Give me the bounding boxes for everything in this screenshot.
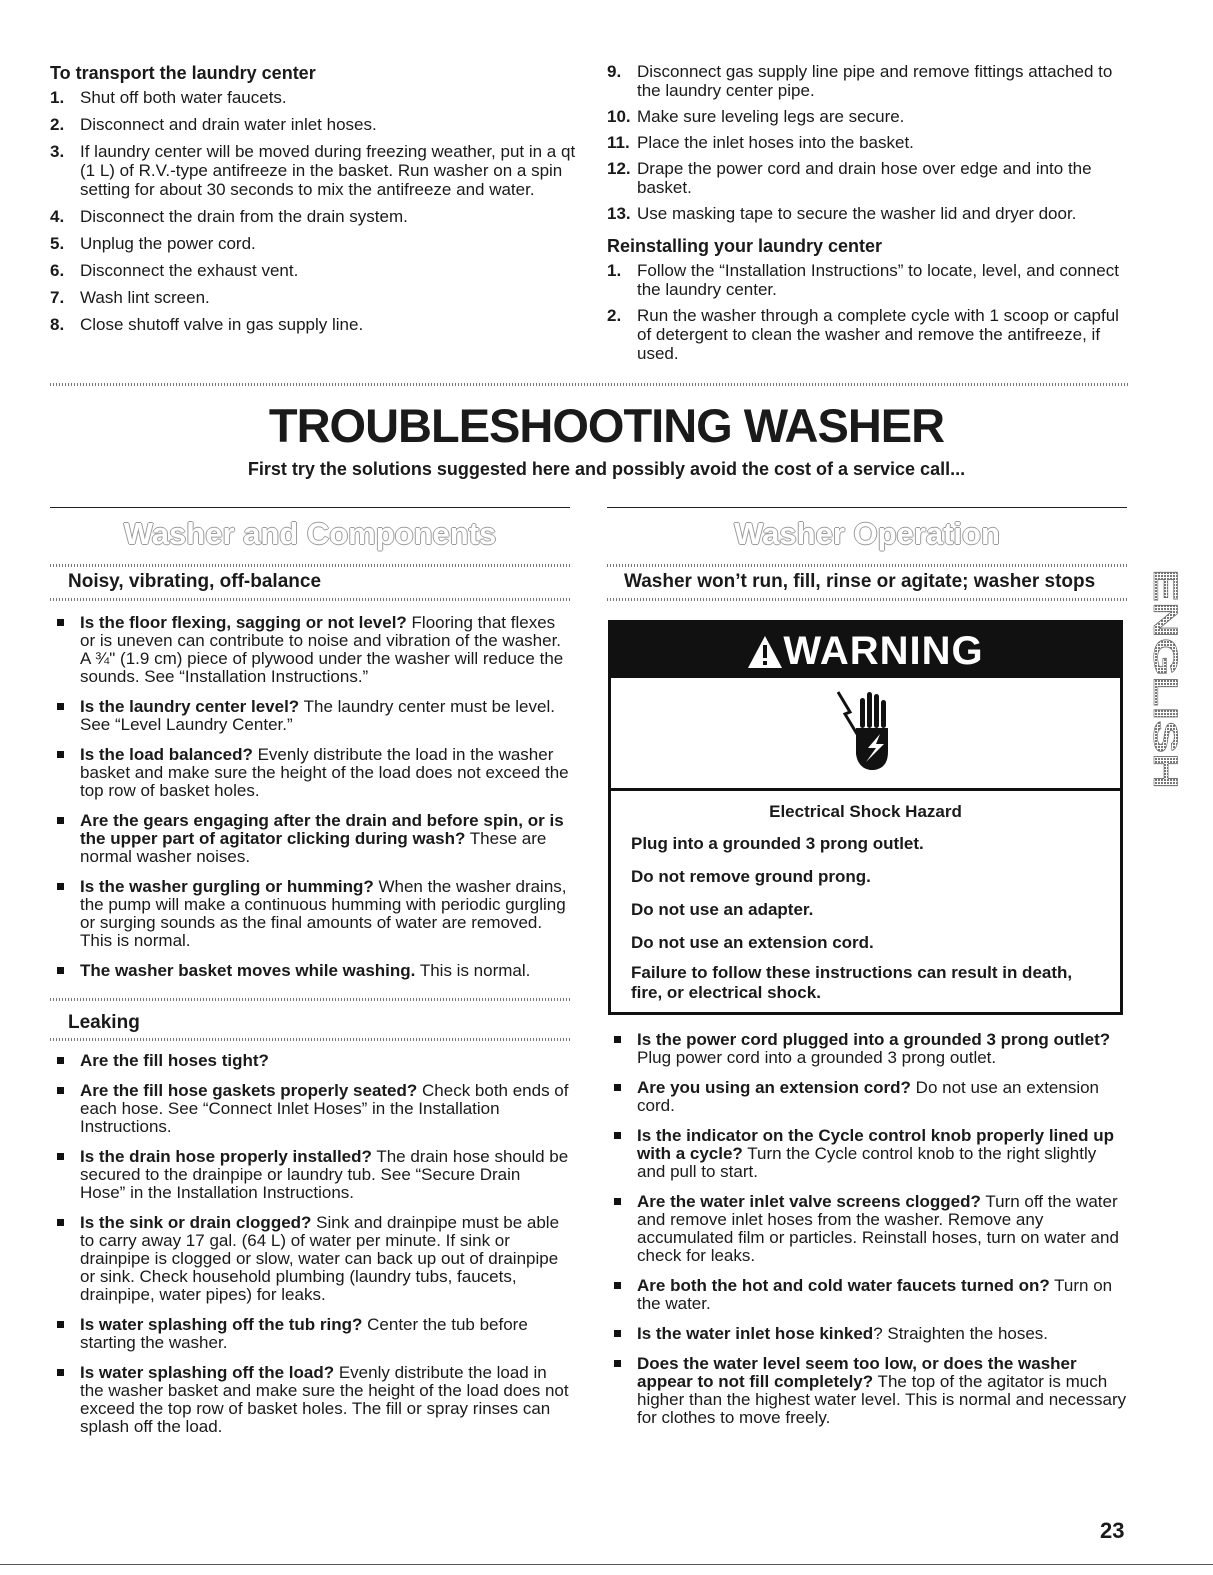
- list-item: [50, 878, 570, 950]
- answer: Check both ends of each hose. See “Connect Inlet Hoses” in the Installation Instructions.: [80, 1081, 569, 1136]
- subheading-divider: [607, 598, 1127, 601]
- page-bottom-rule: [0, 1564, 1213, 1565]
- step-number: 2.: [607, 306, 622, 325]
- transport-steps-list-continued: [607, 62, 1127, 223]
- answer: The drain hose should be secured to the drainpipe or laundry tub. See “Secure Drain Hose” in the Installation Instructions.: [80, 1147, 569, 1202]
- list-item: [607, 306, 1127, 363]
- warning-hazard-title: Electrical Shock Hazard: [769, 802, 962, 821]
- bullet-icon: [614, 1036, 621, 1043]
- subheading-divider: [50, 998, 570, 1001]
- list-item: [50, 234, 580, 253]
- question: Is the drain hose properly installed?: [80, 1147, 372, 1166]
- bullet-icon: [614, 1132, 621, 1139]
- list-item: [50, 88, 580, 107]
- transport-steps-list: [50, 88, 580, 334]
- step-text: Drape the power cord and drain hose over edge and into the basket.: [637, 159, 1092, 197]
- step-text: Shut off both water faucets.: [80, 88, 287, 107]
- answer: Plug power cord into a grounded 3 prong outlet.: [637, 1048, 997, 1067]
- language-side-tab: [1146, 567, 1184, 792]
- question: Is the floor flexing, sagging or not level?: [80, 613, 407, 632]
- noisy-list: [50, 614, 570, 992]
- list-item: [607, 1277, 1127, 1313]
- bullet-icon: [614, 1084, 621, 1091]
- bullet-icon: [614, 1198, 621, 1205]
- bullet-icon: [614, 1360, 621, 1367]
- step-text: Close shutoff valve in gas supply line.: [80, 315, 364, 334]
- heading-divider: [50, 564, 570, 567]
- warning-label: WARNING: [783, 629, 984, 673]
- list-item: [50, 142, 580, 199]
- warning-line: Do not use an extension cord.: [631, 933, 874, 952]
- step-number: 11.: [607, 133, 630, 152]
- answer: When the washer drains, the pump will make a continuous humming with periodic gurgling or surging sounds as the final amounts of water are removed. This is normal.: [80, 877, 567, 950]
- list-item: [607, 1031, 1127, 1067]
- list-item: [607, 133, 1127, 152]
- answer: Flooring that flexes or is uneven can contribute to noise and vibration of the washer. A ¾" (1.9 cm) piece of plywood under the washer will reduce the sounds. See “Installation Instructions.”: [80, 613, 564, 686]
- question: The washer basket moves while washing.: [80, 961, 416, 980]
- step-text: Disconnect and drain water inlet hoses.: [80, 115, 377, 134]
- page-subtitle: First try the solutions suggested here and possibly avoid the cost of a service call...: [247, 459, 966, 479]
- question: Is the sink or drain clogged?: [80, 1213, 312, 1232]
- answer: This is normal.: [415, 961, 531, 980]
- question: Does the water level seem too low, or does the washer appear to not fill completely?: [637, 1354, 1077, 1391]
- list-item: [607, 1325, 1127, 1343]
- step-text: Use masking tape to secure the washer lid and dryer door.: [637, 204, 1077, 223]
- answer: Do not use an extension cord.: [637, 1078, 1100, 1115]
- list-item: [50, 1082, 570, 1136]
- warning-line: Do not use an adapter.: [631, 900, 814, 919]
- list-item: [50, 614, 570, 686]
- question: Is the laundry center level?: [80, 697, 300, 716]
- bullet-icon: [57, 1153, 64, 1160]
- bullet-icon: [57, 619, 64, 626]
- list-item: [607, 159, 1127, 197]
- question: Is the load balanced?: [80, 745, 253, 764]
- answer: These are normal washer noises.: [80, 829, 547, 866]
- step-number: 9.: [607, 62, 622, 81]
- wont-run-heading: Washer won’t run, fill, rinse or agitate; washer stops: [624, 571, 1096, 592]
- question: Is the water inlet hose kinked: [637, 1324, 874, 1343]
- answer: The top of the agitator is much higher than the highest water level. This is normal and necessary for clothes to move freely.: [637, 1372, 1127, 1427]
- washer-operation-heading: Washer Operation: [734, 516, 1000, 551]
- list-item: [50, 1148, 570, 1202]
- step-number: 7.: [50, 288, 65, 307]
- question: Are the fill hose gaskets properly seated?: [80, 1081, 418, 1100]
- step-number: 10.: [607, 107, 631, 126]
- step-number: 4.: [50, 207, 65, 226]
- transport-section: [50, 62, 580, 342]
- answer: The laundry center must be level. See “Level Laundry Center.”: [80, 697, 555, 734]
- list-item: [607, 1355, 1127, 1427]
- bullet-icon: [614, 1282, 621, 1289]
- leaking-heading: Leaking: [68, 1012, 140, 1033]
- washer-components-heading: Washer and Components: [123, 516, 497, 551]
- answer: Center the tub before starting the washer.: [80, 1315, 528, 1352]
- answer: Turn the Cycle control knob to the right slightly and pull to start.: [637, 1144, 1097, 1181]
- warning-box: [608, 620, 1123, 1015]
- step-number: 6.: [50, 261, 65, 280]
- question: Is the power cord plugged into a grounded 3 prong outlet?: [637, 1030, 1111, 1049]
- step-text: Disconnect gas supply line pipe and remove fittings attached to the laundry center pipe.: [637, 62, 1113, 100]
- answer: ? Straighten the hoses.: [873, 1324, 1049, 1343]
- bullet-icon: [57, 1087, 64, 1094]
- step-number: 12.: [607, 159, 631, 178]
- list-item: [50, 1052, 570, 1070]
- list-item: [50, 698, 570, 734]
- list-item: [50, 1214, 570, 1304]
- question: Are the water inlet valve screens clogged?: [637, 1192, 981, 1211]
- reinstall-steps-list: [607, 261, 1127, 363]
- column-rule: [50, 507, 570, 508]
- column-rule: [607, 507, 1127, 508]
- answer: Sink and drainpipe must be able to carry away 17 gal. (64 L) of water per minute. If sink or drainpipe is clogged or slow, water can back up out of drainpipe or sink. Check household plumbing (laundry tubs, faucets, drainpipe, water pipes) for leaks.: [80, 1213, 560, 1304]
- list-item: [50, 207, 580, 226]
- leaking-list: [50, 1052, 570, 1448]
- list-item: [607, 1127, 1127, 1181]
- reinstall-title: Reinstalling your laundry center: [607, 236, 883, 256]
- answer: Evenly distribute the load in the washer basket and make sure the height of the load does not exceed the top row of basket holes. The fill or spray rinses can splash off the load.: [80, 1363, 569, 1436]
- list-item: [50, 1316, 570, 1352]
- step-text: Place the inlet hoses into the basket.: [637, 133, 914, 152]
- step-number: 2.: [50, 115, 65, 134]
- question: Is water splashing off the load?: [80, 1363, 335, 1382]
- warning-icon-area: [611, 678, 1120, 791]
- page-title: TROUBLESHOOTING WASHER: [268, 399, 945, 452]
- answer: Turn off the water and remove inlet hoses from the washer. Remove any accumulated film or particles. Reinstall hoses, turn on water and check for leaks.: [637, 1192, 1119, 1265]
- bullet-icon: [57, 1321, 64, 1328]
- step-number: 5.: [50, 234, 65, 253]
- bullet-icon: [57, 1219, 64, 1226]
- list-item: [50, 115, 580, 134]
- bullet-icon: [57, 703, 64, 710]
- bullet-icon: [57, 883, 64, 890]
- question: Is water splashing off the tub ring?: [80, 1315, 363, 1334]
- bullet-icon: [614, 1330, 621, 1337]
- list-item: [50, 746, 570, 800]
- bullet-icon: [57, 1369, 64, 1376]
- step-number: 13.: [607, 204, 631, 223]
- question: Is the indicator on the Cycle control knob properly lined up with a cycle?: [637, 1126, 1114, 1163]
- step-text: Disconnect the drain from the drain system.: [80, 207, 408, 226]
- step-number: 8.: [50, 315, 65, 334]
- bullet-icon: [57, 967, 64, 974]
- step-text: Run the washer through a complete cycle with 1 scoop or capful of detergent to clean the washer and remove the antifreeze, if used.: [637, 306, 1119, 363]
- page-number: 23: [1100, 1518, 1125, 1543]
- transport-title: To transport the laundry center: [50, 63, 316, 83]
- question: Are the gears engaging after the drain and before spin, or is the upper part of agitator clicking during wash?: [80, 811, 564, 848]
- warning-line: Plug into a grounded 3 prong outlet.: [631, 834, 924, 853]
- question: Are the fill hoses tight?: [80, 1051, 269, 1070]
- warning-line: Failure to follow these instructions can result in death, fire, or electrical shock.: [631, 963, 1073, 1002]
- bullet-icon: [57, 817, 64, 824]
- list-item: [50, 315, 580, 334]
- list-item: [607, 204, 1127, 223]
- list-item: [50, 962, 570, 980]
- electric-shock-hand-icon: [836, 690, 896, 774]
- list-item: [50, 261, 580, 280]
- list-item: [607, 62, 1127, 100]
- step-text: Disconnect the exhaust vent.: [80, 261, 299, 280]
- warning-triangle-icon: [747, 623, 783, 684]
- subheading-divider: [50, 1038, 570, 1041]
- question: Is the washer gurgling or humming?: [80, 877, 374, 896]
- subheading-divider: [50, 598, 570, 601]
- step-text: Wash lint screen.: [80, 288, 210, 307]
- list-item: [607, 1193, 1127, 1265]
- noisy-heading: Noisy, vibrating, off-balance: [68, 571, 322, 592]
- wont-run-list: [607, 1031, 1127, 1439]
- answer: Evenly distribute the load in the washer basket and make sure the height of the load does not exceed the top row of basket holes.: [80, 745, 569, 800]
- warning-header: [611, 623, 1120, 678]
- step-text: If laundry center will be moved during freezing weather, put in a qt (1 L) of R.V.-type antifreeze in the basket. Run washer on a spin setting for about 30 seconds to mix the antifreeze and water.: [80, 142, 576, 199]
- bullet-icon: [57, 751, 64, 758]
- list-item: [50, 288, 580, 307]
- warning-line: Do not remove ground prong.: [631, 867, 871, 886]
- bullet-icon: [57, 1057, 64, 1064]
- transport-continued-section: [607, 62, 1127, 370]
- step-text: Follow the “Installation Instructions” to locate, level, and connect the laundry center.: [637, 261, 1119, 299]
- list-item: [50, 812, 570, 866]
- heading-divider: [607, 564, 1127, 567]
- question: Are you using an extension cord?: [637, 1078, 911, 1097]
- list-item: [607, 1079, 1127, 1115]
- step-number: 1.: [50, 88, 65, 107]
- step-number: 3.: [50, 142, 65, 161]
- list-item: [50, 1364, 570, 1436]
- answer: Turn on the water.: [637, 1276, 1113, 1313]
- step-text: Make sure leveling legs are secure.: [637, 107, 905, 126]
- step-text: Unplug the power cord.: [80, 234, 256, 253]
- step-number: 1.: [607, 261, 622, 280]
- list-item: [607, 261, 1127, 299]
- section-divider: [50, 383, 1128, 386]
- question: Are both the hot and cold water faucets turned on?: [637, 1276, 1050, 1295]
- list-item: [607, 107, 1127, 126]
- side-tab-text: ENGLISH: [1146, 569, 1184, 721]
